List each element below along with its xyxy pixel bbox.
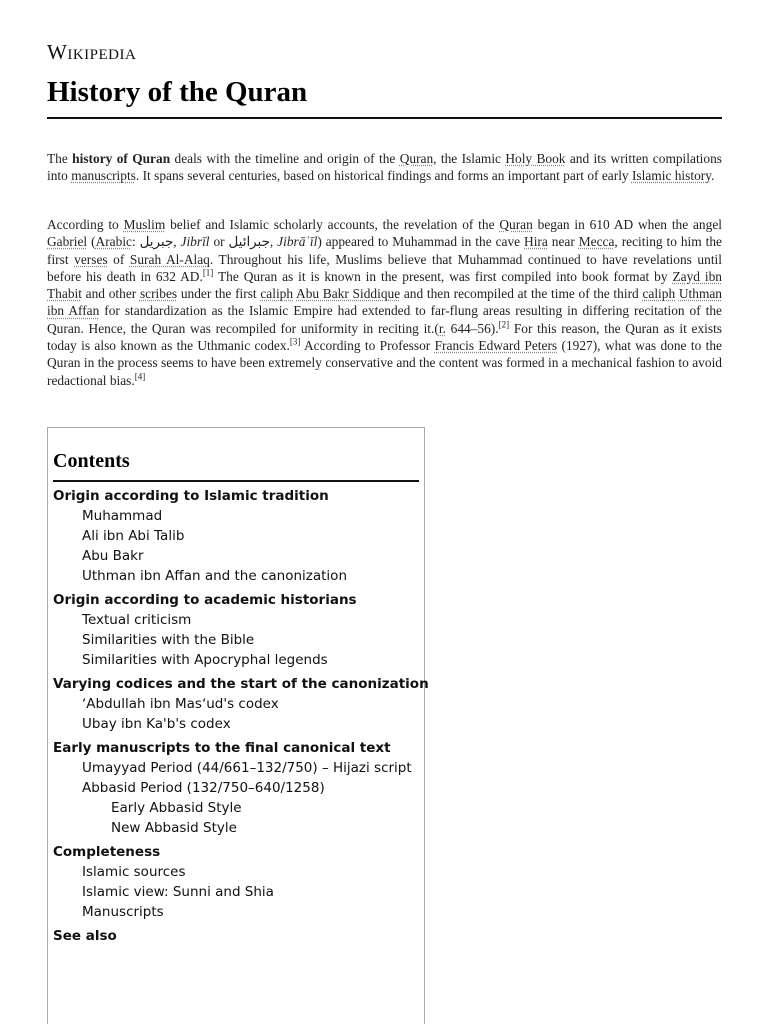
toc-section-heading[interactable]: Origin according to academic historians xyxy=(53,592,357,608)
toc-item[interactable]: Manuscripts xyxy=(82,904,164,920)
reference-2[interactable]: [2] xyxy=(498,319,510,330)
link-muslim[interactable]: Muslim xyxy=(123,217,166,232)
toc-section xyxy=(53,842,423,922)
toc-section-heading[interactable]: Origin according to Islamic tradition xyxy=(53,488,329,504)
reference-3[interactable]: [3] xyxy=(289,336,301,347)
link-scribes[interactable]: scribes xyxy=(139,286,178,302)
link-mecca[interactable]: Mecca xyxy=(578,234,615,250)
toc-section-heading[interactable]: See also xyxy=(53,928,117,944)
link-quran[interactable]: Quran xyxy=(399,151,434,166)
link-quran-2[interactable]: Quran xyxy=(499,217,533,232)
toc-item[interactable]: Islamic sources xyxy=(82,864,186,880)
toc-section xyxy=(53,738,423,838)
arabic-jibrail: جبرائيل xyxy=(228,234,270,250)
intro-paragraph: The history of Quran deals with the timeline and origin of the Quran, the Islamic Holy Book and its written compilations into manuscripts. It spans several centuries, based on historical findings and forms an important part of early Islamic history. xyxy=(47,151,722,184)
link-zayd-ibn-thabit[interactable]: Zayd ibn Thabit xyxy=(47,268,723,302)
link-gabriel[interactable]: Gabriel xyxy=(47,234,88,250)
toc-section-heading[interactable]: Early manuscripts to the final canonical text xyxy=(53,740,391,756)
toc-list xyxy=(53,486,429,946)
toc-section xyxy=(53,590,423,670)
toc-item[interactable]: Textual criticism xyxy=(82,612,192,628)
toc-item[interactable]: Similarities with Apocryphal legends xyxy=(82,652,328,668)
toc-section xyxy=(53,926,423,946)
link-islamic-history[interactable]: Islamic history xyxy=(631,168,712,184)
toc-item[interactable]: Umayyad Period (44/661–132/750) – Hijazi script xyxy=(82,760,412,776)
table-of-contents xyxy=(47,427,429,1024)
link-uthman[interactable]: Uthman ibn Affan xyxy=(47,286,722,319)
toc-item[interactable]: Islamic view: Sunni and Shia xyxy=(82,884,274,900)
toc-divider xyxy=(53,480,419,482)
toc-item[interactable]: ʻAbdullah ibn Masʻud's codex xyxy=(82,696,279,712)
toc-item[interactable]: Abbasid Period (132/750–640/1258) xyxy=(82,780,325,796)
page-title: History of the Quran xyxy=(47,76,308,108)
reference-4[interactable]: [4] xyxy=(134,371,146,382)
link-holy-book[interactable]: Holy Book xyxy=(505,151,566,166)
toc-item[interactable]: Abu Bakr xyxy=(82,548,144,564)
link-verses[interactable]: verses xyxy=(74,251,108,267)
bold-term: history of Quran xyxy=(72,151,171,166)
toc-item[interactable]: Ali ibn Abi Talib xyxy=(82,528,185,544)
link-reigned[interactable]: r. xyxy=(438,320,446,336)
title-divider xyxy=(47,117,722,119)
link-manuscripts[interactable]: manuscripts xyxy=(71,168,136,184)
toc-subitem[interactable]: New Abbasid Style xyxy=(111,820,237,836)
toc-item[interactable]: Uthman ibn Affan and the canonization xyxy=(82,568,347,584)
toc-item[interactable]: Similarities with the Bible xyxy=(82,632,255,648)
toc-section xyxy=(53,486,423,586)
link-caliph-2[interactable]: caliph xyxy=(642,286,676,302)
link-caliph[interactable]: caliph xyxy=(260,286,294,302)
link-francis-edward-peters[interactable]: Francis Edward Peters xyxy=(434,338,558,354)
toc-subitem[interactable]: Early Abbasid Style xyxy=(111,800,242,816)
link-hira[interactable]: Hira xyxy=(524,234,548,250)
toc-item[interactable]: Ubay ibn Ka'b's codex xyxy=(82,716,231,732)
toc-section-heading[interactable]: Completeness xyxy=(53,844,161,860)
revelation-paragraph: According to Muslim belief and Islamic scholarly accounts, the revelation of the Quran began in 610 AD when the angel Gabriel (Arabic: جبريل, Jibrīl or جبرائيل, Jibrāʾīl) appeared to Muhammad in the cave Hira near Mecca, reciting to him the first verses of Surah Al-Alaq. Throughout his life, Muslims believe that Muhammad continued to have revelations until before his death in 632 AD.[1] The Quran as it is known in the present, was first compiled into book format by Zayd ibn Thabit and other scribes under the first caliph Abu Bakr Siddique and then recompiled at the time of the third caliph Uthman ibn Affan for standardization as the Islamic Empire had extended to far-flung areas resulting in differing recitation of the Quran. Hence, the Quran was recompiled for uniformity in reciting it.(r. 644–56).[2] For this reason, the Quran as it exists today is also known as the Uthmanic codex.[3] According to Professor Francis Edward Peters (1927), what was done to the Quran in the process seems to have been extremely conservative and the content was formed in a mechanical fashion to avoid redactional bias.[4] xyxy=(47,217,723,388)
wikipedia-wordmark[interactable]: Wikipedia xyxy=(47,40,137,64)
link-abu-bakr[interactable]: Abu Bakr Siddique xyxy=(296,286,401,302)
toc-title: Contents xyxy=(53,450,130,472)
link-surah-al-alaq[interactable]: Surah Al-Alaq xyxy=(129,251,210,267)
arabic-jibril: جبريل xyxy=(139,234,174,250)
link-arabic[interactable]: Arabic xyxy=(95,234,132,250)
toc-section xyxy=(53,674,429,734)
toc-item[interactable]: Muhammad xyxy=(82,508,163,524)
toc-section-heading[interactable]: Varying codices and the start of the canonization xyxy=(53,676,429,692)
reference-1[interactable]: [1] xyxy=(202,267,214,278)
